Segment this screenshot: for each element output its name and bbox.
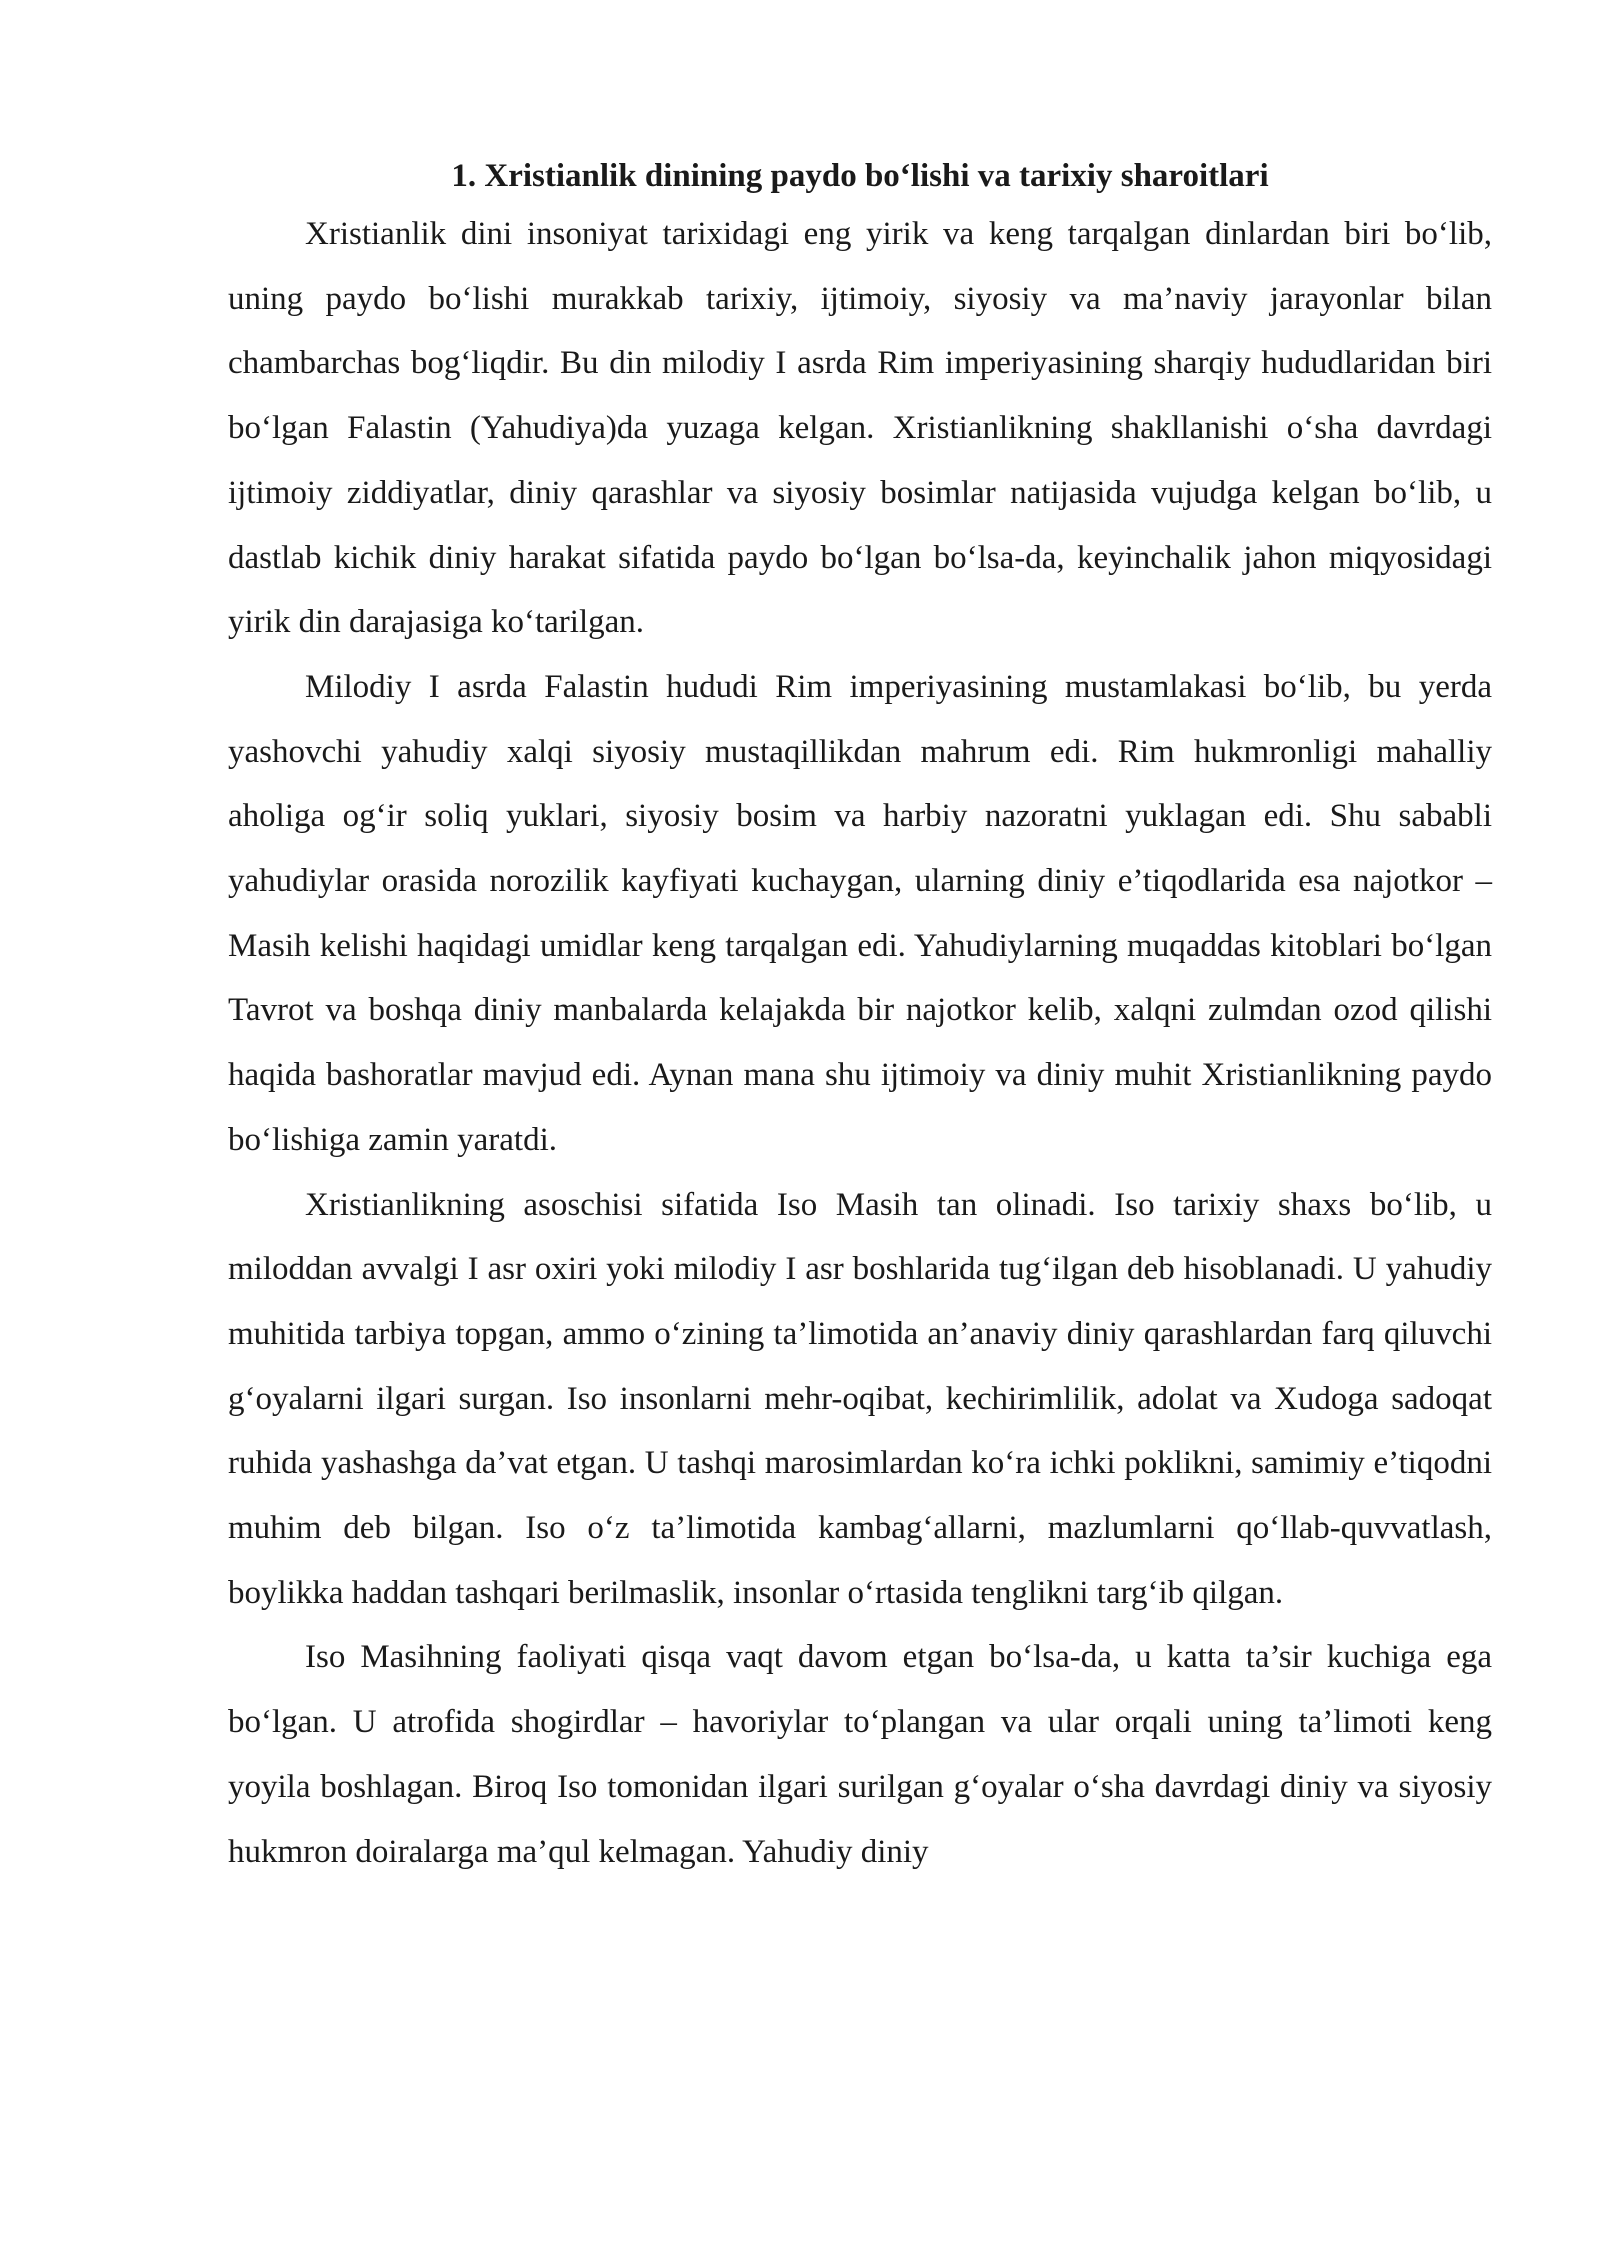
paragraph-2: Milodiy I asrda Falastin hududi Rim imperiyasining mustamlakasi bo‘lib, bu yerda yashovchi yahudiy xalqi siyosiy mustaqillikdan mahrum edi. Rim hukmronligi mahalliy aholiga og‘ir soliq yuklari, siyosiy bosim va harbiy nazoratni yuklagan edi. Shu sababli yahudiylar orasida norozilik kayfiyati kuchaygan, ularning diniy e’tiqodlarida esa najotkor – Masih kelishi haqidagi umidlar keng tarqalgan edi. Yahudiylarning muqaddas kitoblari bo‘lgan Tavrot va boshqa diniy manbalarda kelajakda bir najotkor kelib, xalqni zulmdan ozod qilishi haqida bashoratlar mavjud edi. Aynan mana shu ijtimoiy va diniy muhit Xristianlikning paydo bo‘lishiga zamin yaratdi.	[228, 668, 1492, 1158]
paragraph-3: Xristianlikning asoschisi sifatida Iso Masih tan olinadi. Iso tarixiy shaxs bo‘lib, u miloddan avvalgi I asr oxiri yoki milodiy I asr boshlarida tug‘ilgan deb hisoblanadi. U yahudiy muhitida tarbiya topgan, ammo o‘zining ta’limotida an’anaviy diniy qarashlardan farq qiluvchi g‘oyalarni ilgari surgan. Iso insonlarni mehr-oqibat, kechirimlilik, adolat va Xudoga sadoqat ruhida yashashga da’vat etgan. U tashqi marosimlardan ko‘ra ichki poklikni, samimiy e’tiqodni muhim deb bilgan. Iso o‘z ta’limotida kambag‘allarni, mazlumlarni qo‘llab-quvvatlash, boylikka haddan tashqari berilmaslik, insonlar o‘rtasida tenglikni targ‘ib qilgan.	[228, 1186, 1492, 1611]
paragraph-4: Iso Masihning faoliyati qisqa vaqt davom etgan bo‘lsa-da, u katta ta’sir kuchiga ega bo‘lgan. U atrofida shogirdlar – havoriylar to‘plangan va ular orqali uning ta’limoti keng yoyila boshlagan. Biroq Iso tomonidan ilgari surilgan g‘oyalar o‘sha davrdagi diniy va siyosiy hukmron doiralarga ma’qul kelmagan. Yahudiy diniy	[228, 1639, 1492, 1870]
section-heading: 1. Xristianlik dinining paydo bo‘lishi va tarixiy sharoitlari	[451, 158, 1269, 194]
paragraph-1: Xristianlik dini insoniyat tarixidagi eng yirik va keng tarqalgan dinlardan biri bo‘lib, uning paydo bo‘lishi murakkab tarixiy, ijtimoiy, siyosiy va ma’naviy jarayonlar bilan chambarchas bog‘liqdir. Bu din milodiy I asrda Rim imperiyasining sharqiy hududlaridan biri bo‘lgan Falastin (Yahudiya)da yuzaga kelgan. Xristianlikning shakllanishi o‘sha davrdagi ijtimoiy ziddiyatlar, diniy qarashlar va siyosiy bosimlar natijasida vujudga kelgan bo‘lib, u dastlab kichik diniy harakat sifatida paydo bo‘lgan bo‘lsa-da, keyinchalik jahon miqyosidagi yirik din darajasiga ko‘tarilgan.	[228, 216, 1492, 641]
